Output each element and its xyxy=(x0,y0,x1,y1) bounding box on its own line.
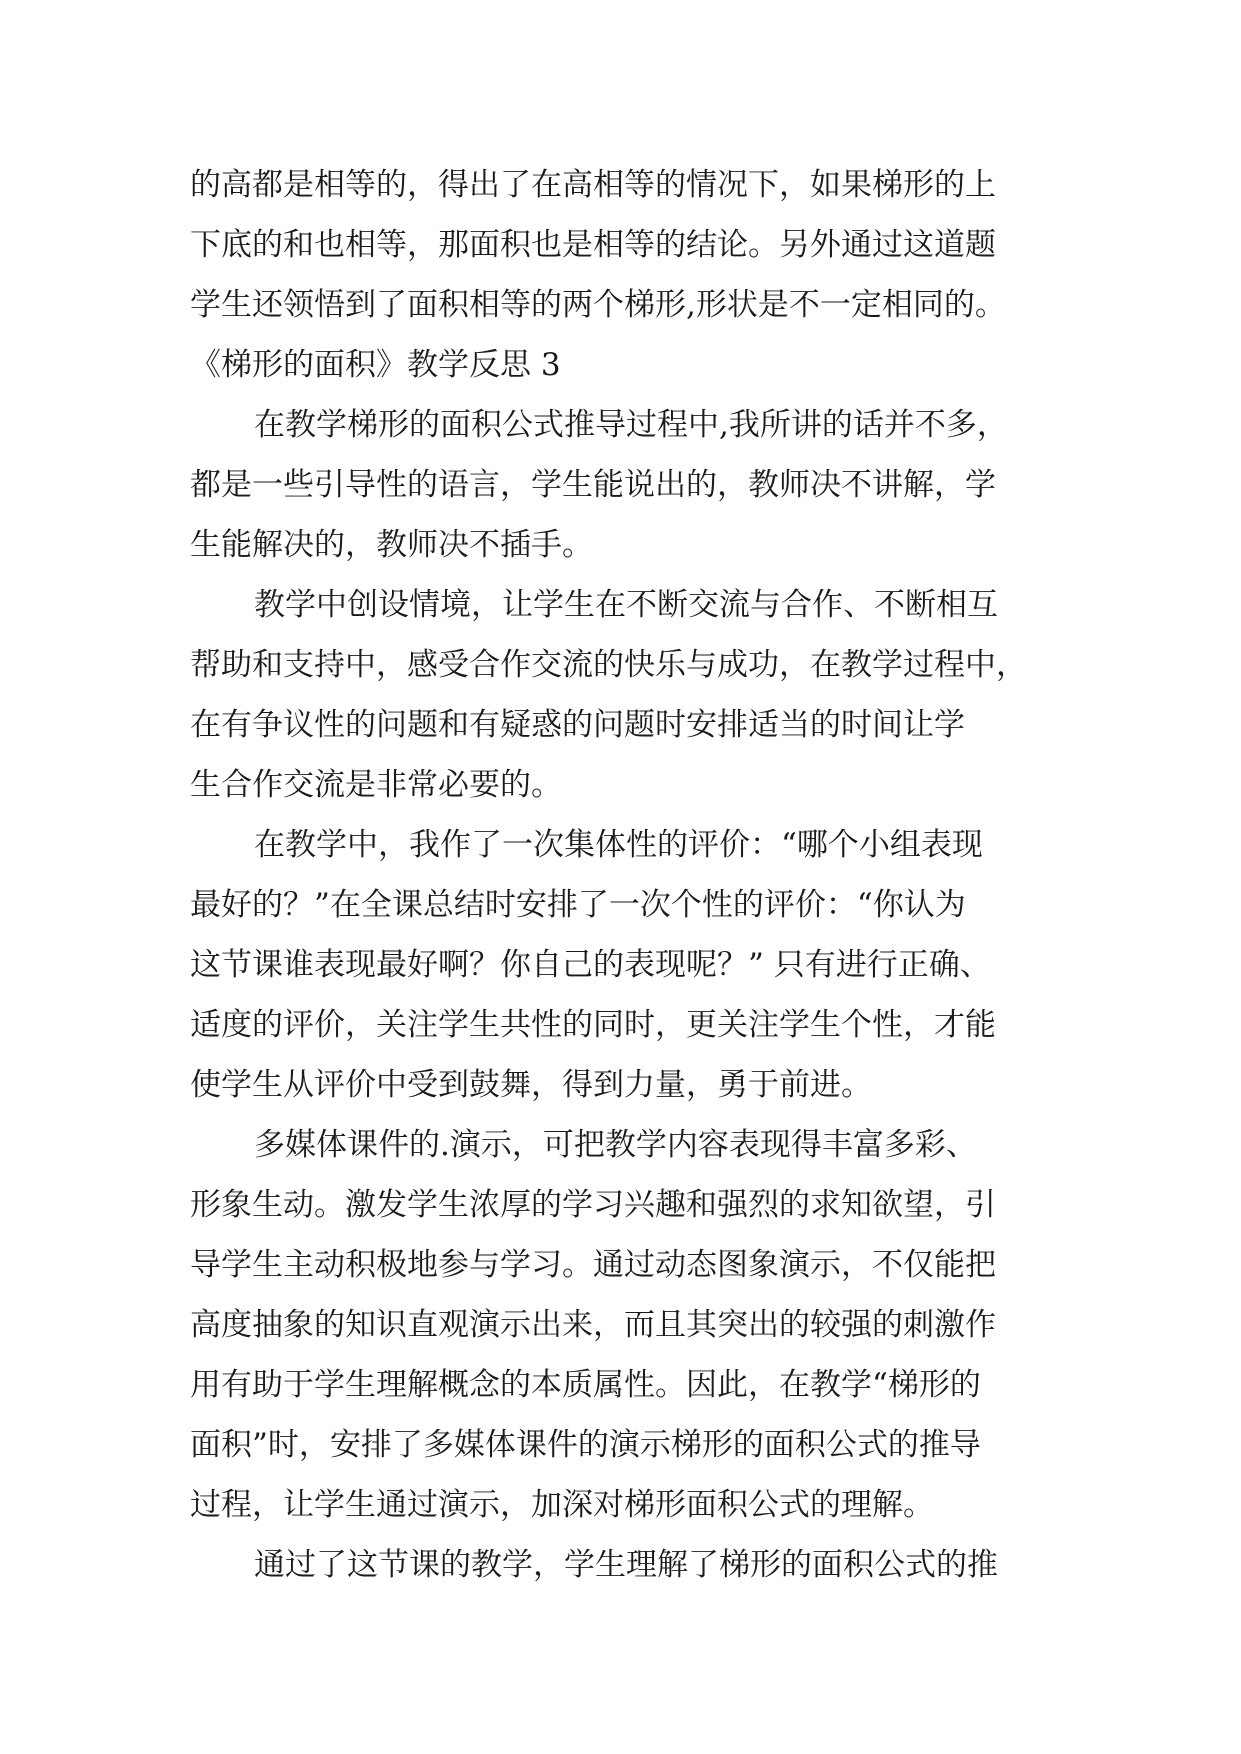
text-line: 在有争议性的问题和有疑惑的问题时安排适当的时间让学 xyxy=(190,707,965,743)
text-line: 的高都是相等的，得出了在高相等的情况下，如果梯形的上 xyxy=(190,167,996,203)
text-line: 教学中创设情境，让学生在不断交流与合作、不断相互 xyxy=(254,587,998,623)
text-line: 都是一些引导性的语言，学生能说出的，教师决不讲解，学 xyxy=(190,467,996,503)
paragraph xyxy=(190,815,1090,1115)
text-line: 学生还领悟到了面积相等的两个梯形,形状是不一定相同的。 xyxy=(190,287,1006,323)
paragraph xyxy=(190,1115,1090,1535)
text-line: 这节课谁表现最好啊？你自己的表现呢？” 只有进行正确、 xyxy=(190,947,991,983)
paragraph xyxy=(190,395,1090,575)
text-line: 导学生主动积极地参与学习。通过动态图象演示，不仅能把 xyxy=(190,1247,996,1283)
text-line: 使学生从评价中受到鼓舞，得到力量，勇于前进。 xyxy=(190,1067,872,1103)
text-line: 用有助于学生理解概念的本质属性。因此，在教学“梯形的 xyxy=(190,1367,981,1403)
text-line: 过程，让学生通过演示，加深对梯形面积公式的理解。 xyxy=(190,1487,934,1523)
text-line: 面积”时，安排了多媒体课件的演示梯形的面积公式的推导 xyxy=(190,1427,981,1463)
text-line: 形象生动。激发学生浓厚的学习兴趣和强烈的求知欲望，引 xyxy=(190,1187,996,1223)
text-line: 适度的评价，关注学生共性的同时，更关注学生个性，才能 xyxy=(190,1007,996,1043)
text-line: 在教学中，我作了一次集体性的评价：“哪个小组表现 xyxy=(254,827,983,863)
text-line: 通过了这节课的教学，学生理解了梯形的面积公式的推 xyxy=(254,1547,998,1583)
section-heading: 《梯形的面积》教学反思 3 xyxy=(190,347,561,383)
text-line: 生合作交流是非常必要的。 xyxy=(190,767,562,803)
text-line: 高度抽象的知识直观演示出来，而且其突出的较强的刺激作 xyxy=(190,1307,996,1343)
text-line: 在教学梯形的面积公式推导过程中,我所讲的话并不多， xyxy=(254,407,1008,443)
text-line: 多媒体课件的.演示，可把教学内容表现得丰富多彩、 xyxy=(254,1127,977,1163)
continued-paragraph xyxy=(190,155,1090,335)
paragraph xyxy=(190,1535,1090,1595)
paragraph xyxy=(190,575,1090,815)
document-body xyxy=(190,155,1090,1595)
text-line: 最好的？”在全课总结时安排了一次个性的评价：“你认为 xyxy=(190,887,966,923)
text-line: 下底的和也相等，那面积也是相等的结论。另外通过这道题 xyxy=(190,227,996,263)
text-line: 帮助和支持中，感受合作交流的快乐与成功，在教学过程中， xyxy=(190,647,1027,683)
text-line: 生能解决的，教师决不插手。 xyxy=(190,527,593,563)
